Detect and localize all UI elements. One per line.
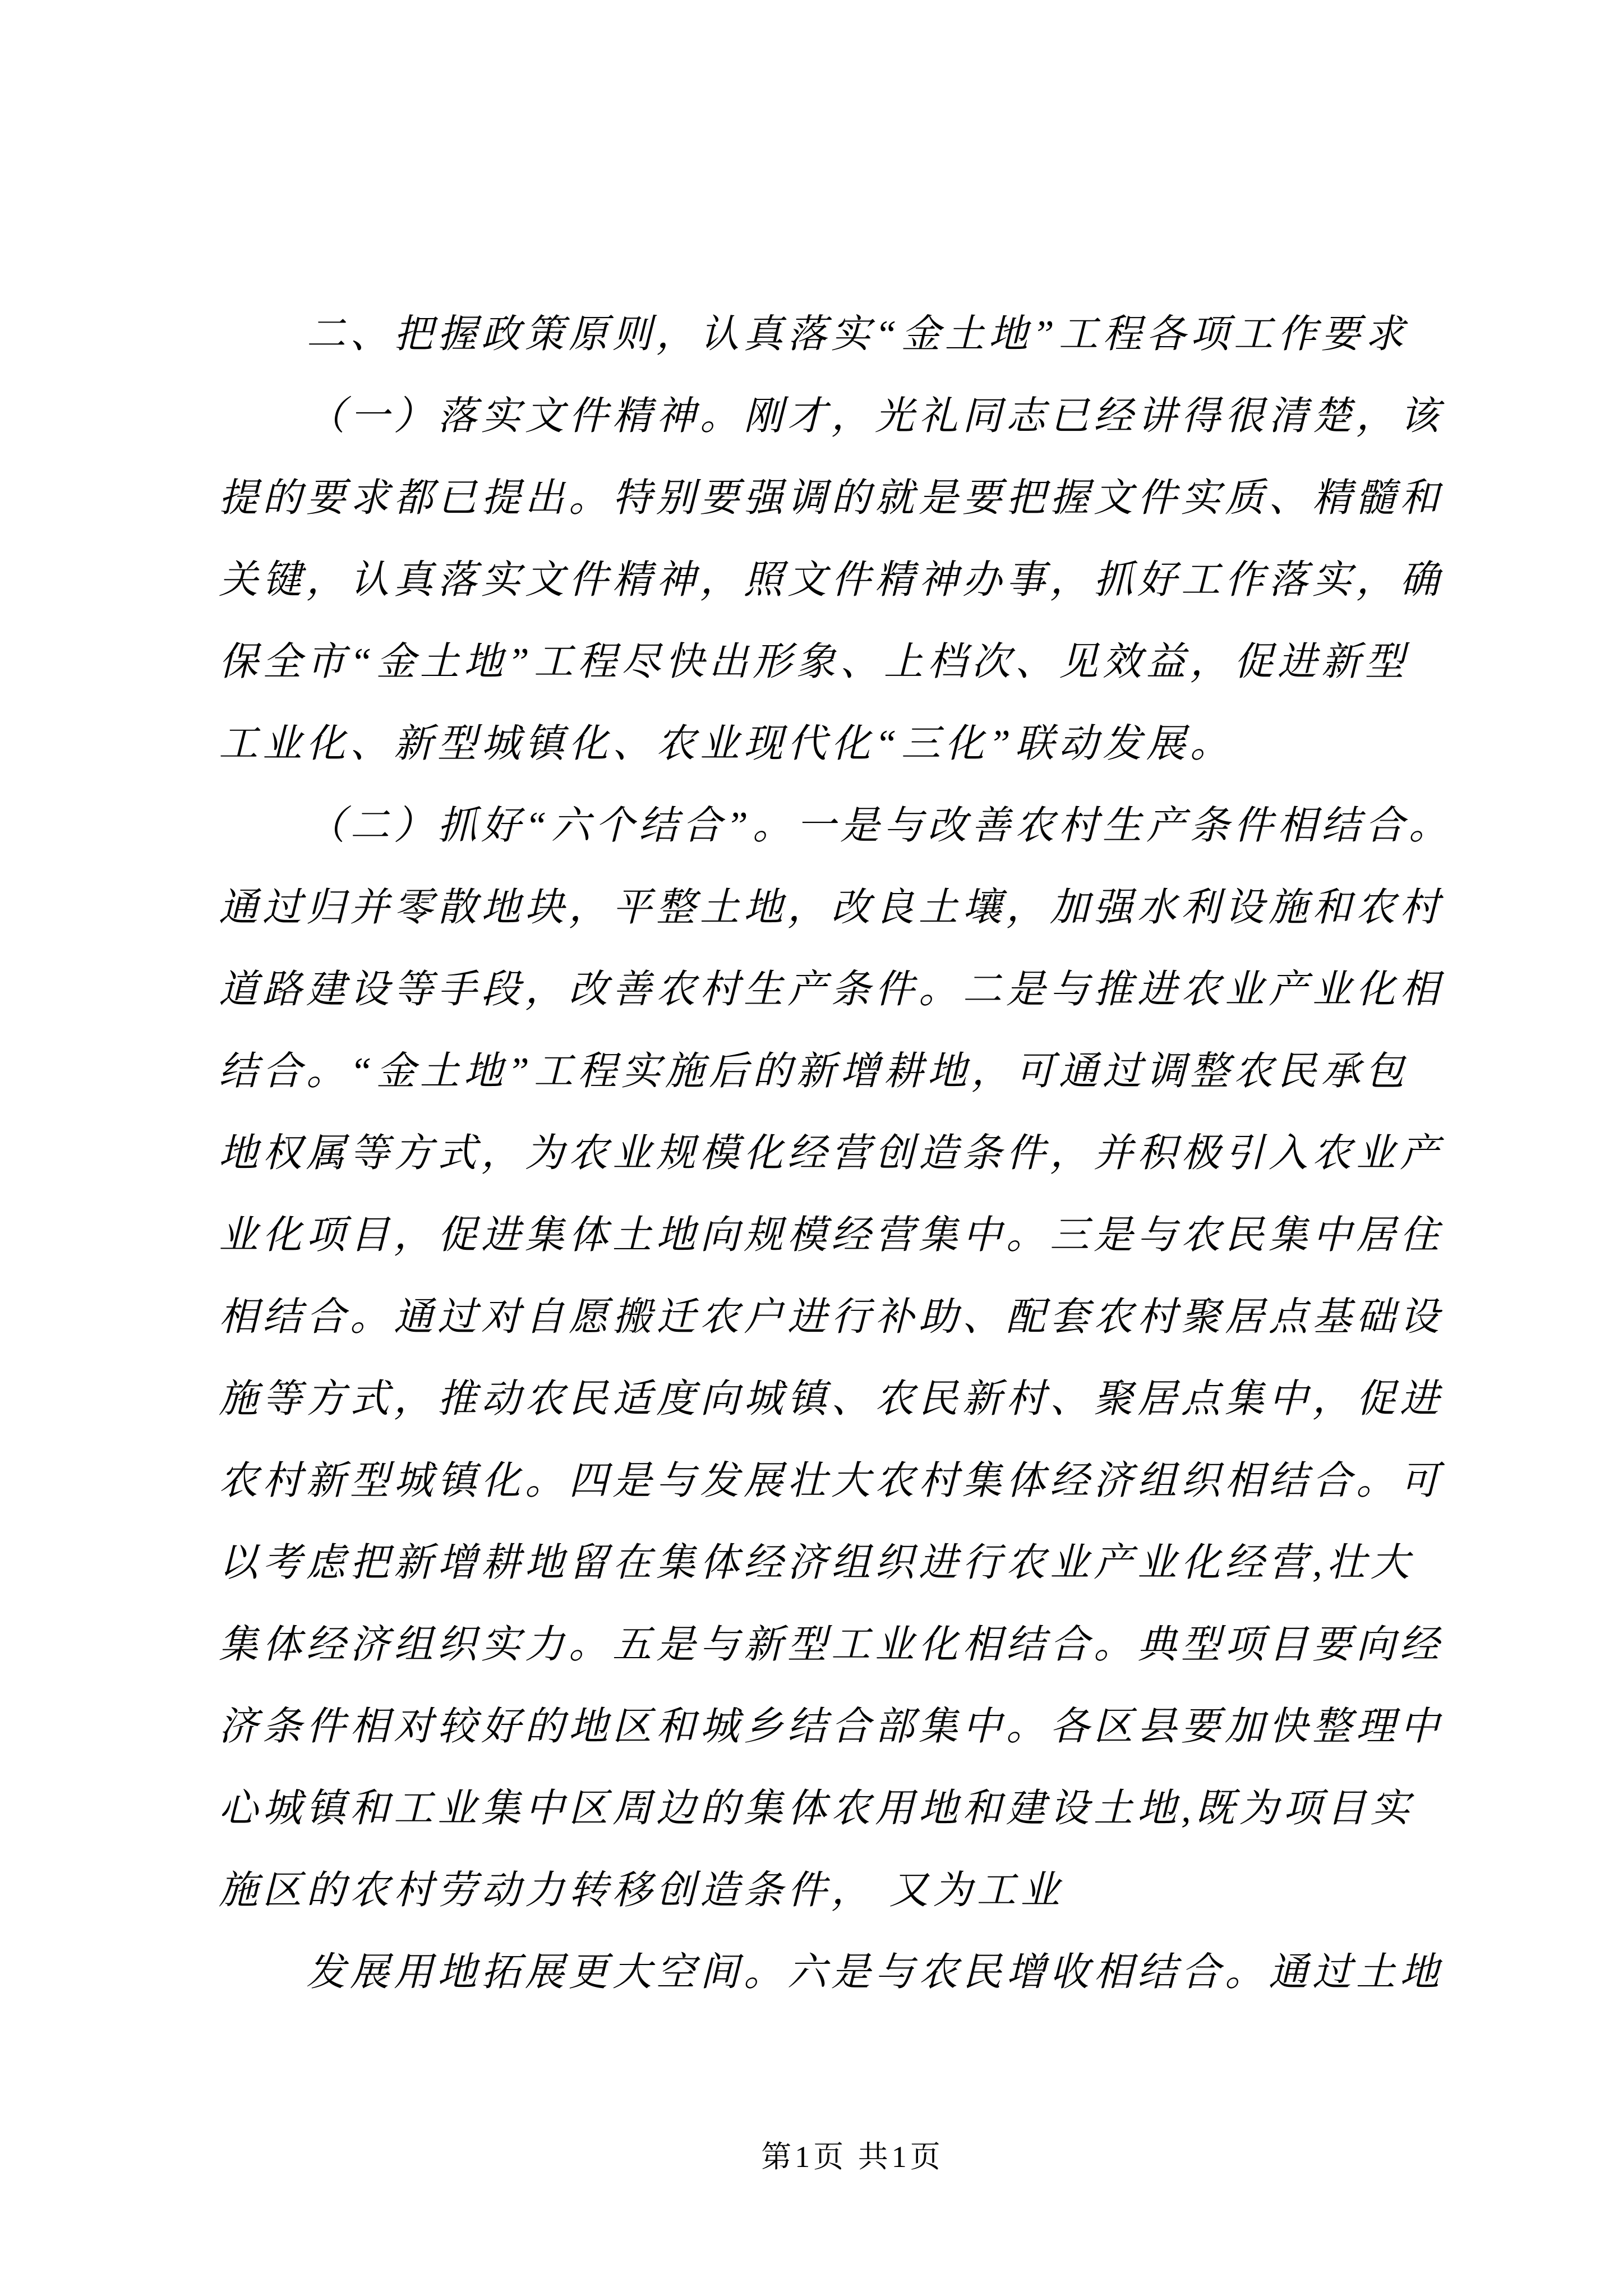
text-line: 保全市“金土地”工程尽快出形象、上档次、见效益，促进新型	[219, 641, 1409, 684]
text-line: 道路建设等手段，改善农村生产条件。二是与推进农业产业化相	[219, 968, 1444, 1011]
text-line: 工业化、新型城镇化、农业现代化“三化”联动发展。	[219, 723, 1234, 766]
text-line: 济条件相对较好的地区和城乡结合部集中。各区县要加快整理中	[219, 1705, 1444, 1749]
text-line: 结合。“金土地”工程实施后的新增耕地，可通过调整农民承包	[219, 1050, 1409, 1093]
text-line: 相结合。通过对自愿搬迁农户进行补助、配套农村聚居点基础设	[219, 1296, 1444, 1339]
text-line: 发展用地拓展更大空间。六是与农民增收相结合。通过土地	[306, 1951, 1444, 1994]
text-line: 以考虑把新增耕地留在集体经济组织进行农业产业化经营,壮大	[219, 1542, 1414, 1585]
text-line: 地权属等方式，为农业规模化经营创造条件，并积极引入农业产	[219, 1132, 1444, 1175]
text-line: （一）落实文件精神。刚才，光礼同志已经讲得很清楚，该	[306, 395, 1444, 438]
document-body	[219, 294, 1486, 2014]
text-line: 通过归并零散地块，平整土地，改良土壤，加强水利设施和农村	[219, 886, 1444, 930]
text-line: 关键，认真落实文件精神，照文件精神办事，抓好工作落实，确	[219, 559, 1444, 602]
text-line: 心城镇和工业集中区周边的集体农用地和建设土地,既为项目实	[219, 1787, 1414, 1830]
text-line: 施等方式，推动农民适度向城镇、农民新村、聚居点集中，促进	[219, 1378, 1444, 1421]
section-heading: 二、把握政策原则，认真落实“金土地”工程各项工作要求	[306, 313, 1409, 356]
text-line: 集体经济组织实力。五是与新型工业化相结合。典型项目要向经	[219, 1623, 1444, 1667]
text-line: （二）抓好“六个结合”。一是与改善农村生产条件相结合。	[306, 804, 1453, 848]
text-line: 业化项目，促进集体土地向规模经营集中。三是与农民集中居住	[219, 1214, 1444, 1257]
text-line: 施区的农村劳动力转移创造条件， 又为工业	[219, 1869, 1064, 1912]
text-line: 提的要求都已提出。特别要强调的就是要把握文件实质、精髓和	[219, 477, 1444, 520]
text-line: 农村新型城镇化。四是与发展壮大农村集体经济组织相结合。可	[219, 1460, 1444, 1503]
page-number: 第1页 共1页	[761, 2140, 944, 2174]
